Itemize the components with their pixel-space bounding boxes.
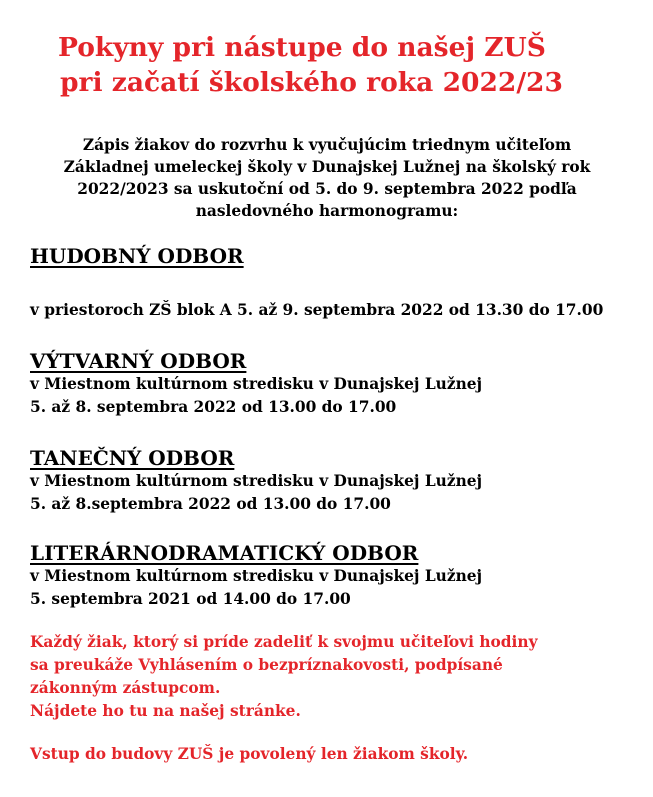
title-line-2: pri začatí školského roka 2022/23 xyxy=(60,67,563,98)
section-dance-line: v Miestnom kultúrnom stredisku v Dunajskej Lužnej xyxy=(30,472,483,490)
section-heading-music: HUDOBNÝ ODBOR xyxy=(30,244,244,268)
section-drama-line: v Miestnom kultúrnom stredisku v Dunajskej Lužnej xyxy=(30,567,483,585)
section-music xyxy=(30,244,603,322)
section-drama-line: 5. septembra 2021 od 14.00 do 17.00 xyxy=(30,590,351,608)
intro-line: Základnej umeleckej školy v Dunajskej Lužnej na školský rok xyxy=(63,158,591,176)
section-music-line: v priestoroch ZŠ blok A 5. až 9. septembra 2022 od 13.30 do 17.00 xyxy=(30,301,604,319)
page-title xyxy=(58,30,638,100)
title-line-1: Pokyny pri nástupe do našej ZUŠ xyxy=(58,32,546,63)
intro-paragraph xyxy=(20,134,634,222)
notice-line: zákonným zástupcom. xyxy=(30,679,221,697)
section-dance-line: 5. až 8.septembra 2022 od 13.00 do 17.00 xyxy=(30,495,391,513)
section-heading-art: VÝTVARNÝ ODBOR xyxy=(30,349,247,373)
intro-line: Zápis žiakov do rozvrhu k vyučujúcim triednym učiteľom xyxy=(82,136,572,154)
intro-line: nasledovného harmonogramu: xyxy=(195,202,459,220)
entry-notice: Vstup do budovy ZUŠ je povolený len žiakom školy. xyxy=(30,745,469,763)
section-art-line: 5. až 8. septembra 2022 od 13.00 do 17.00 xyxy=(30,398,397,416)
section-heading-drama: LITERÁRNODRAMATICKÝ ODBOR xyxy=(30,541,419,565)
notice-block xyxy=(30,631,630,766)
section-dance xyxy=(30,446,482,516)
notice-line: sa preukáže Vyhlásením o bezpríznakovosti, podpísané xyxy=(30,656,503,674)
section-art xyxy=(30,349,482,419)
intro-line: 2022/2023 sa uskutoční od 5. do 9. septembra 2022 podľa xyxy=(77,180,577,198)
section-heading-dance: TANEČNÝ ODBOR xyxy=(30,446,235,470)
section-art-line: v Miestnom kultúrnom stredisku v Dunajskej Lužnej xyxy=(30,375,483,393)
section-drama xyxy=(30,541,482,611)
notice-line: Každý žiak, ktorý si príde zadeliť k svojmu učiteľovi hodiny xyxy=(30,633,538,651)
notice-link-line[interactable]: Nájdete ho tu na našej stránke. xyxy=(30,702,301,720)
